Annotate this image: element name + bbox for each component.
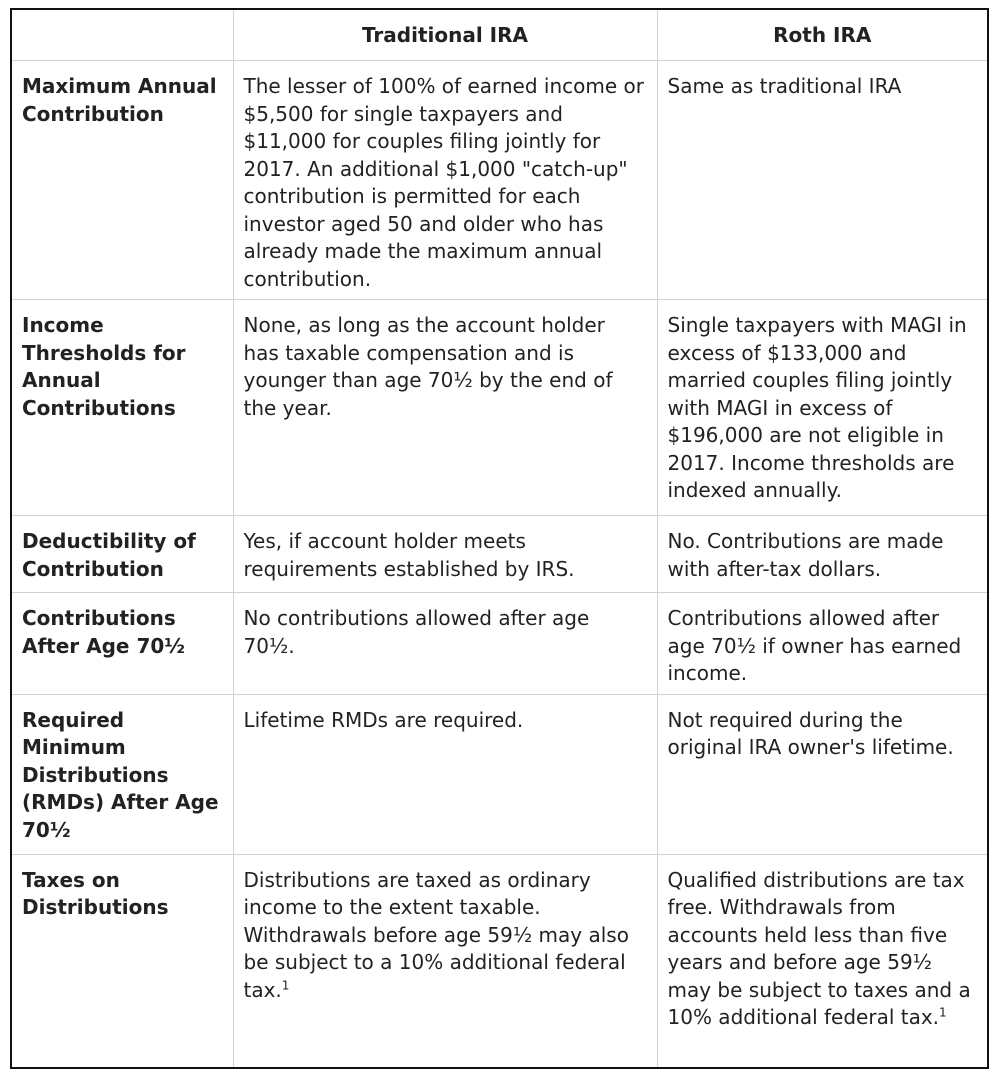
row-label: Income Thresholds for Annual Contributions: [11, 300, 233, 516]
row-label: Contributions After Age 70½: [11, 593, 233, 695]
roth-cell: Same as traditional IRA: [657, 61, 988, 300]
row-label: Deductibility of Contribution: [11, 516, 233, 593]
roth-cell: Not required during the original IRA owner's lifetime.: [657, 694, 988, 854]
cell-text: Distributions are taxed as ordinary income to the extent taxable. Withdrawals before age 59½ may also be subject to a 10% additional federal tax.: [243, 867, 629, 1002]
header-row: [11, 9, 988, 61]
traditional-cell: None, as long as the account holder has taxable compensation and is younger than age 70½ by the end of the year.: [233, 300, 657, 516]
roth-cell: Contributions allowed after age 70½ if owner has earned income.: [657, 593, 988, 695]
row-label: Required Minimum Distributions (RMDs) After Age 70½: [11, 694, 233, 854]
footnote-marker: 1: [939, 1005, 947, 1020]
row-label: Taxes on Distributions: [11, 854, 233, 1068]
traditional-cell: Lifetime RMDs are required.: [233, 694, 657, 854]
row-label: Maximum Annual Contribution: [11, 61, 233, 300]
table-row-income-thresholds: [11, 300, 988, 516]
table-row-max-contribution: [11, 61, 988, 300]
roth-cell: Single taxpayers with MAGI in excess of $133,000 and married couples filing jointly with MAGI in excess of $196,000 are not eligible in 2017. Income thresholds are indexed annually.: [657, 300, 988, 516]
ira-comparison-table: [10, 8, 989, 1069]
header-roth-ira: Roth IRA: [657, 9, 988, 61]
table-row-deductibility: [11, 516, 988, 593]
traditional-cell: Yes, if account holder meets requirements established by IRS.: [233, 516, 657, 593]
table-row-contributions-after-70: [11, 593, 988, 695]
roth-cell: [657, 854, 988, 1068]
traditional-cell: [233, 854, 657, 1068]
traditional-cell: The lesser of 100% of earned income or $5,500 for single taxpayers and $11,000 for couples filing jointly for 2017. An additional $1,000 "catch-up" contribution is permitted for each investor aged 50 and older who has already made the maximum annual contribution.: [233, 61, 657, 300]
header-blank: [11, 9, 233, 61]
footnote-marker: 1: [281, 977, 290, 992]
traditional-cell: No contributions allowed after age 70½.: [233, 593, 657, 695]
table-row-taxes-on-distributions: [11, 854, 988, 1068]
cell-text: Qualified distributions are tax free. Withdrawals from accounts held less than five years and before age 59½ may be subject to taxes and a 10% additional federal tax.: [667, 867, 971, 1029]
header-traditional-ira: Traditional IRA: [233, 9, 657, 61]
table-row-rmds: [11, 694, 988, 854]
roth-cell: No. Contributions are made with after-tax dollars.: [657, 516, 988, 593]
